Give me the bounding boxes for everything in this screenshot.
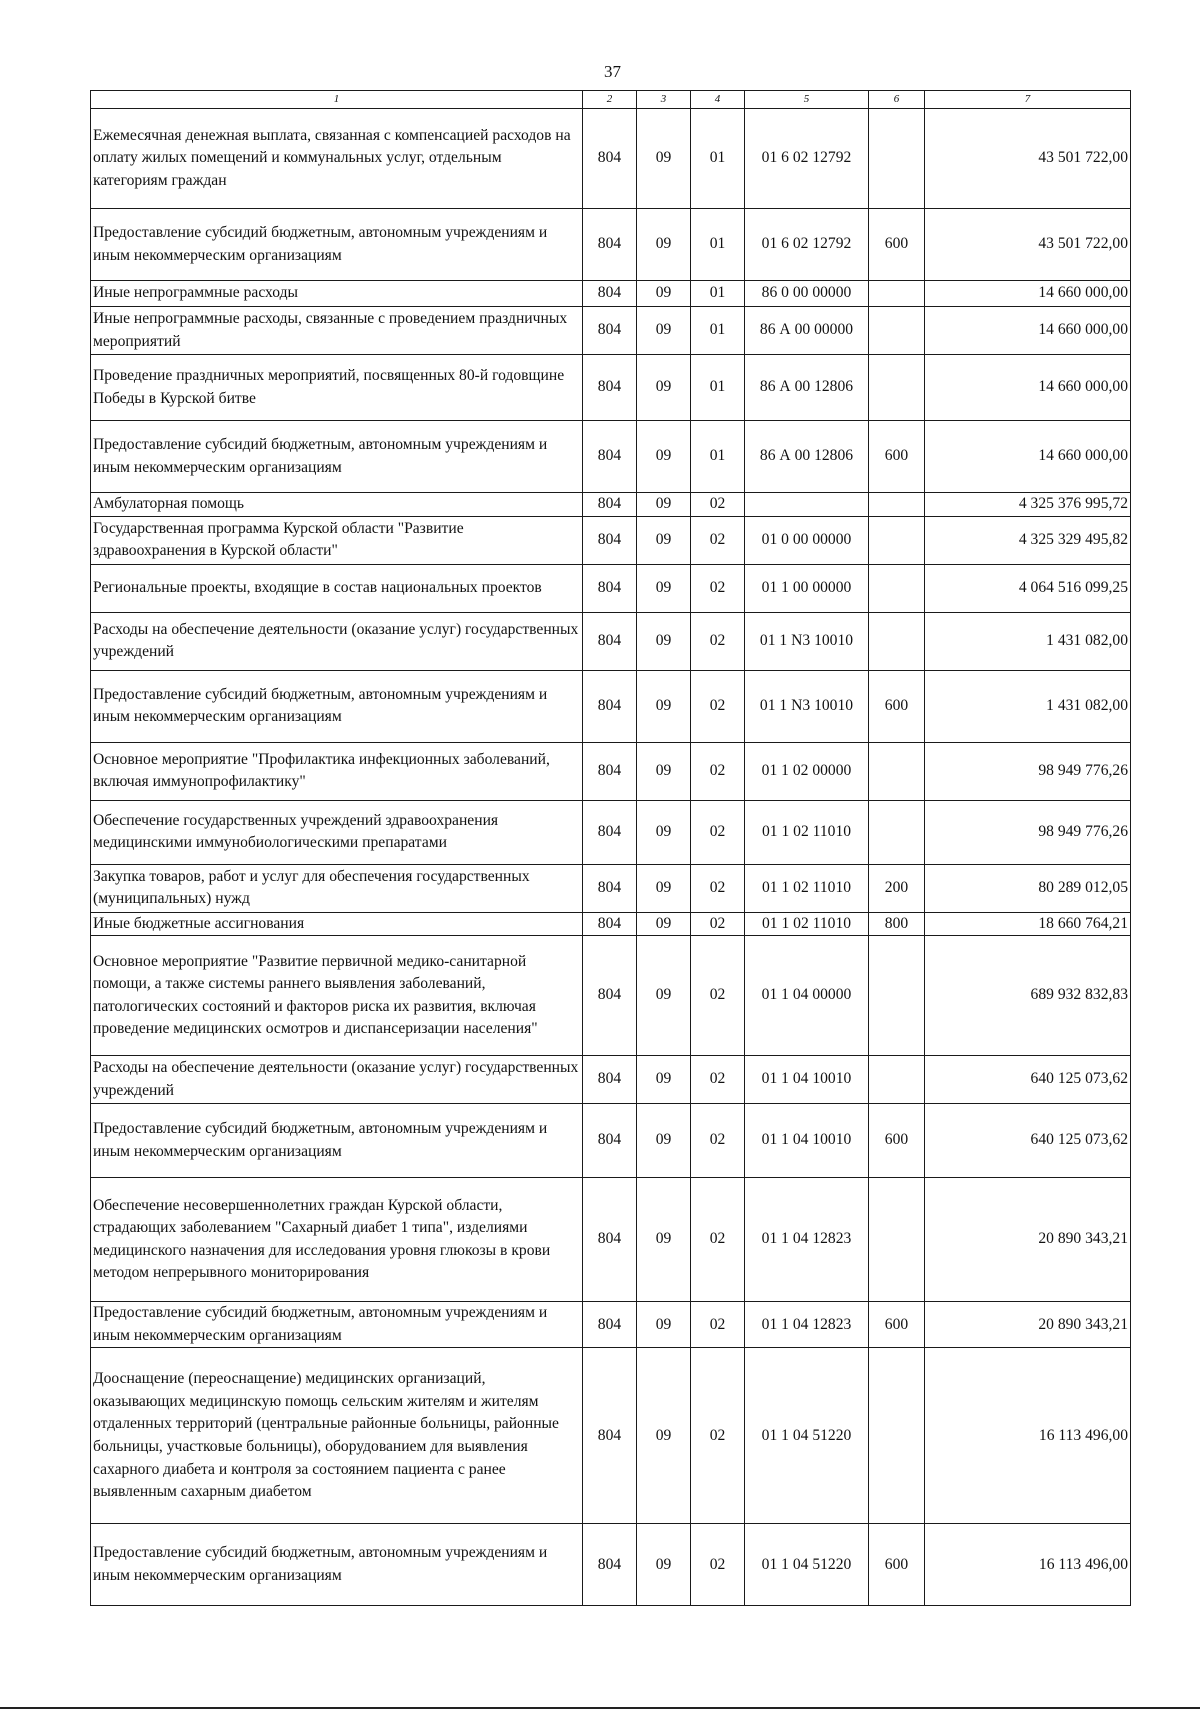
code-target-article: 01 1 02 11010 (745, 800, 869, 864)
item-name: Иные бюджетные ассигнования (91, 912, 583, 936)
code-ministry: 804 (583, 421, 637, 493)
amount: 1 431 082,00 (925, 670, 1131, 742)
code-expense-type: 600 (869, 1104, 925, 1178)
code-ministry: 804 (583, 1178, 637, 1302)
table-row (91, 564, 1131, 612)
amount: 689 932 832,83 (925, 936, 1131, 1056)
item-name: Иные непрограммные расходы, связанные с проведением праздничных мероприятий (91, 307, 583, 355)
code-target-article: 01 1 04 12823 (745, 1178, 869, 1302)
code-ministry: 804 (583, 1104, 637, 1178)
table-row (91, 307, 1131, 355)
table-row (91, 421, 1131, 493)
item-name: Предоставление субсидий бюджетным, автономным учреждениям и иным некоммерческим организациям (91, 421, 583, 493)
code-ministry: 804 (583, 281, 637, 307)
amount: 98 949 776,26 (925, 800, 1131, 864)
table-row (91, 1056, 1131, 1104)
item-name: Предоставление субсидий бюджетным, автономным учреждениям и иным некоммерческим организациям (91, 209, 583, 281)
code-expense-type (869, 307, 925, 355)
amount: 14 660 000,00 (925, 355, 1131, 421)
code-expense-type (869, 493, 925, 517)
code-subsection: 02 (691, 800, 745, 864)
code-section: 09 (637, 864, 691, 912)
code-ministry: 804 (583, 109, 637, 209)
table-row (91, 936, 1131, 1056)
code-subsection: 01 (691, 355, 745, 421)
code-target-article: 01 1 N3 10010 (745, 670, 869, 742)
table-row (91, 1524, 1131, 1606)
code-target-article: 01 1 04 00000 (745, 936, 869, 1056)
item-name: Обеспечение государственных учреждений здравоохранения медицинскими иммунобиологическими препаратами (91, 800, 583, 864)
code-subsection: 02 (691, 1104, 745, 1178)
table-row (91, 1178, 1131, 1302)
code-subsection: 02 (691, 1302, 745, 1348)
code-target-article: 01 1 04 51220 (745, 1348, 869, 1524)
code-target-article: 01 1 N3 10010 (745, 612, 869, 670)
column-number: 2 (583, 91, 637, 109)
code-subsection: 02 (691, 670, 745, 742)
code-target-article (745, 493, 869, 517)
amount: 16 113 496,00 (925, 1524, 1131, 1606)
item-name: Ежемесячная денежная выплата, связанная с компенсацией расходов на оплату жилых помещений и коммунальных услуг, отдельным категориям граждан (91, 109, 583, 209)
table-row (91, 800, 1131, 864)
amount: 14 660 000,00 (925, 307, 1131, 355)
amount: 640 125 073,62 (925, 1104, 1131, 1178)
code-expense-type (869, 612, 925, 670)
code-subsection: 02 (691, 493, 745, 517)
code-section: 09 (637, 281, 691, 307)
code-section: 09 (637, 109, 691, 209)
column-number: 4 (691, 91, 745, 109)
code-target-article: 01 1 02 00000 (745, 742, 869, 800)
code-target-article: 86 А 00 12806 (745, 421, 869, 493)
amount: 80 289 012,05 (925, 864, 1131, 912)
item-name: Расходы на обеспечение деятельности (оказание услуг) государственных учреждений (91, 1056, 583, 1104)
table-row (91, 1348, 1131, 1524)
amount: 20 890 343,21 (925, 1302, 1131, 1348)
column-number: 6 (869, 91, 925, 109)
code-expense-type: 600 (869, 1524, 925, 1606)
code-ministry: 804 (583, 670, 637, 742)
item-name: Проведение праздничных мероприятий, посвященных 80-й годовщине Победы в Курской битве (91, 355, 583, 421)
code-section: 09 (637, 355, 691, 421)
item-name: Иные непрограммные расходы (91, 281, 583, 307)
code-expense-type: 600 (869, 1302, 925, 1348)
code-target-article: 01 1 04 10010 (745, 1104, 869, 1178)
amount: 43 501 722,00 (925, 109, 1131, 209)
code-target-article: 86 А 00 00000 (745, 307, 869, 355)
table-row (91, 612, 1131, 670)
page-number: 37 (604, 62, 621, 81)
code-expense-type (869, 564, 925, 612)
code-section: 09 (637, 936, 691, 1056)
table-row (91, 209, 1131, 281)
column-number: 3 (637, 91, 691, 109)
code-target-article: 01 0 00 00000 (745, 516, 869, 564)
amount: 640 125 073,62 (925, 1056, 1131, 1104)
code-ministry: 804 (583, 209, 637, 281)
code-target-article: 86 0 00 00000 (745, 281, 869, 307)
item-name: Дооснащение (переоснащение) медицинских организаций, оказывающих медицинскую помощь сельским жителям и жителям отдаленных территорий (центральные районные больницы, районные больницы, участковые больницы), оборудованием для выявления сахарного диабета и контроля за состоянием пациента с ранее выявленным сахарным диабетом (91, 1348, 583, 1524)
table-row (91, 355, 1131, 421)
code-expense-type (869, 1178, 925, 1302)
table-row (91, 281, 1131, 307)
item-name: Предоставление субсидий бюджетным, автономным учреждениям и иным некоммерческим организациям (91, 1104, 583, 1178)
code-section: 09 (637, 564, 691, 612)
code-section: 09 (637, 742, 691, 800)
amount: 4 064 516 099,25 (925, 564, 1131, 612)
table-row (91, 493, 1131, 517)
code-subsection: 02 (691, 742, 745, 800)
code-ministry: 804 (583, 355, 637, 421)
code-expense-type: 600 (869, 670, 925, 742)
amount: 20 890 343,21 (925, 1178, 1131, 1302)
code-ministry: 804 (583, 1302, 637, 1348)
code-subsection: 02 (691, 936, 745, 1056)
code-target-article: 86 А 00 12806 (745, 355, 869, 421)
code-subsection: 02 (691, 1178, 745, 1302)
code-subsection: 01 (691, 421, 745, 493)
code-ministry: 804 (583, 800, 637, 864)
amount: 14 660 000,00 (925, 421, 1131, 493)
amount: 1 431 082,00 (925, 612, 1131, 670)
code-target-article: 01 6 02 12792 (745, 209, 869, 281)
code-section: 09 (637, 800, 691, 864)
code-subsection: 02 (691, 516, 745, 564)
table-row (91, 670, 1131, 742)
code-section: 09 (637, 612, 691, 670)
code-subsection: 01 (691, 109, 745, 209)
code-ministry: 804 (583, 307, 637, 355)
budget-table (90, 90, 1131, 1606)
code-expense-type: 800 (869, 912, 925, 936)
code-expense-type (869, 1056, 925, 1104)
amount: 16 113 496,00 (925, 1348, 1131, 1524)
item-name: Амбулаторная помощь (91, 493, 583, 517)
code-section: 09 (637, 1056, 691, 1104)
code-expense-type: 200 (869, 864, 925, 912)
column-number: 5 (745, 91, 869, 109)
code-ministry: 804 (583, 742, 637, 800)
code-subsection: 01 (691, 307, 745, 355)
table-row (91, 1302, 1131, 1348)
code-ministry: 804 (583, 936, 637, 1056)
code-section: 09 (637, 1178, 691, 1302)
table-row (91, 1104, 1131, 1178)
code-ministry: 804 (583, 1524, 637, 1606)
code-target-article: 01 1 02 11010 (745, 912, 869, 936)
code-target-article: 01 1 02 11010 (745, 864, 869, 912)
code-subsection: 02 (691, 564, 745, 612)
code-expense-type (869, 516, 925, 564)
code-expense-type (869, 800, 925, 864)
code-expense-type (869, 1348, 925, 1524)
code-subsection: 02 (691, 1056, 745, 1104)
code-subsection: 01 (691, 281, 745, 307)
table-row (91, 864, 1131, 912)
item-name: Предоставление субсидий бюджетным, автономным учреждениям и иным некоммерческим организациям (91, 1302, 583, 1348)
code-expense-type: 600 (869, 209, 925, 281)
code-section: 09 (637, 209, 691, 281)
item-name: Закупка товаров, работ и услуг для обеспечения государственных (муниципальных) нужд (91, 864, 583, 912)
code-ministry: 804 (583, 493, 637, 517)
code-expense-type (869, 109, 925, 209)
code-section: 09 (637, 1348, 691, 1524)
item-name: Расходы на обеспечение деятельности (оказание услуг) государственных учреждений (91, 612, 583, 670)
column-number: 1 (91, 91, 583, 109)
scan-edge-line (0, 1707, 1200, 1709)
code-expense-type (869, 281, 925, 307)
code-ministry: 804 (583, 912, 637, 936)
code-ministry: 804 (583, 516, 637, 564)
code-target-article: 01 1 04 10010 (745, 1056, 869, 1104)
code-subsection: 02 (691, 912, 745, 936)
item-name: Предоставление субсидий бюджетным, автономным учреждениям и иным некоммерческим организациям (91, 1524, 583, 1606)
code-section: 09 (637, 912, 691, 936)
amount: 14 660 000,00 (925, 281, 1131, 307)
code-ministry: 804 (583, 864, 637, 912)
code-expense-type (869, 355, 925, 421)
amount: 98 949 776,26 (925, 742, 1131, 800)
code-subsection: 02 (691, 864, 745, 912)
code-target-article: 01 1 04 51220 (745, 1524, 869, 1606)
code-section: 09 (637, 516, 691, 564)
code-target-article: 01 6 02 12792 (745, 109, 869, 209)
amount: 4 325 329 495,82 (925, 516, 1131, 564)
code-expense-type (869, 936, 925, 1056)
column-number: 7 (925, 91, 1131, 109)
code-section: 09 (637, 421, 691, 493)
table-row (91, 912, 1131, 936)
code-section: 09 (637, 1524, 691, 1606)
code-ministry: 804 (583, 612, 637, 670)
code-expense-type (869, 742, 925, 800)
item-name: Основное мероприятие "Профилактика инфекционных заболеваний, включая иммунопрофилактику" (91, 742, 583, 800)
code-subsection: 02 (691, 612, 745, 670)
code-section: 09 (637, 307, 691, 355)
item-name: Предоставление субсидий бюджетным, автономным учреждениям и иным некоммерческим организациям (91, 670, 583, 742)
code-ministry: 804 (583, 564, 637, 612)
code-section: 09 (637, 1104, 691, 1178)
code-ministry: 804 (583, 1056, 637, 1104)
code-target-article: 01 1 04 12823 (745, 1302, 869, 1348)
code-target-article: 01 1 00 00000 (745, 564, 869, 612)
table-row (91, 516, 1131, 564)
code-subsection: 02 (691, 1348, 745, 1524)
item-name: Региональные проекты, входящие в состав национальных проектов (91, 564, 583, 612)
amount: 43 501 722,00 (925, 209, 1131, 281)
code-ministry: 804 (583, 1348, 637, 1524)
code-section: 09 (637, 1302, 691, 1348)
code-expense-type: 600 (869, 421, 925, 493)
table-row (91, 742, 1131, 800)
code-section: 09 (637, 670, 691, 742)
amount: 18 660 764,21 (925, 912, 1131, 936)
code-subsection: 01 (691, 209, 745, 281)
item-name: Государственная программа Курской области "Развитие здравоохранения в Курской области" (91, 516, 583, 564)
code-section: 09 (637, 493, 691, 517)
code-subsection: 02 (691, 1524, 745, 1606)
item-name: Обеспечение несовершеннолетних граждан Курской области, страдающих заболеванием "Сахарный диабет 1 типа", изделиями медицинского назначения для исследования уровня глюкозы в крови методом непрерывного мониторирования (91, 1178, 583, 1302)
table-row (91, 109, 1131, 209)
amount: 4 325 376 995,72 (925, 493, 1131, 517)
item-name: Основное мероприятие "Развитие первичной медико-санитарной помощи, а также системы раннего выявления заболеваний, патологических состояний и факторов риска их развития, включая проведение медицинских осмотров и диспансеризации населения" (91, 936, 583, 1056)
column-number-row (91, 91, 1131, 109)
